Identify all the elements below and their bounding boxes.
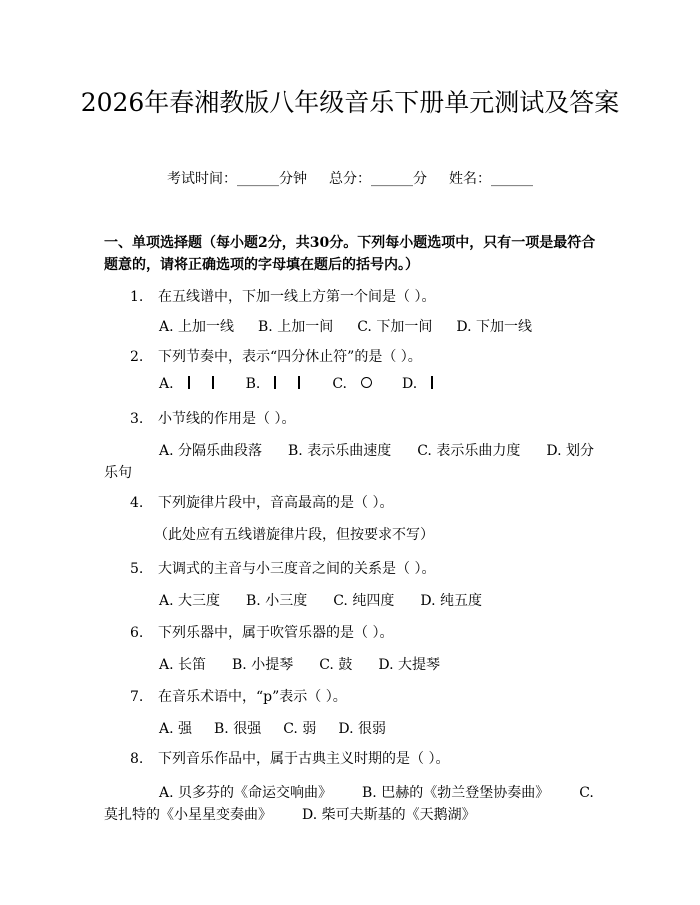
option-a: A. 上加一线 (159, 319, 235, 335)
question-number: 8. (130, 751, 144, 767)
question-number: 5. (130, 561, 144, 577)
question-5 (130, 558, 435, 578)
question-8-options (159, 782, 594, 802)
question-4-note: （此处应有五线谱旋律片段，但按要求不写） (154, 527, 434, 543)
question-text: 下列节奏中，表示“四分休止符”的是（ ）。 (158, 349, 422, 365)
question-text: 小节线的作用是（ ）。 (158, 411, 296, 427)
option-c: C. 下加一间 (357, 319, 433, 335)
question-3-options (159, 440, 594, 460)
option-a: A. 大三度 (159, 593, 221, 609)
option-d: D. 大提琴 (378, 657, 440, 673)
question-number: 6. (130, 625, 144, 641)
option-c-label: C. (332, 376, 347, 392)
option-d: D. 纯五度 (420, 593, 482, 609)
question-number: 1. (130, 289, 144, 305)
name-field: 姓名：______ (449, 171, 533, 187)
question-text: 大调式的主音与小三度音之间的关系是（ ）。 (158, 561, 436, 577)
option-a-label: A. (159, 376, 174, 392)
question-text: 下列乐器中，属于吹管乐器的是（ ）。 (158, 625, 394, 641)
rhythm-bar-icon (274, 376, 276, 389)
option-a: A. 贝多芬的《命运交响曲》 (159, 785, 333, 801)
option-d: D. 柴可夫斯基的《天鹅湖》 (302, 807, 476, 823)
option-c: C. (579, 785, 594, 801)
option-b: B. 很强 (214, 721, 262, 737)
question-8-options-wrap (104, 804, 476, 824)
question-5-options (159, 590, 482, 610)
section-heading: 一、单项选择题（每小题2分，共30分。下列每小题选项中，只有一项是最符合题意的，请将正确选项的字母填在题后的括号内。） (104, 235, 596, 273)
question-text: 在音乐术语中，“p”表示（ ）。 (158, 689, 347, 705)
question-text: 下列音乐作品中，属于古典主义时期的是（ ）。 (158, 751, 450, 767)
option-b: B. 表示乐曲速度 (288, 443, 392, 459)
question-7 (130, 686, 347, 706)
question-1 (130, 286, 435, 306)
rhythm-bar-icon (431, 376, 433, 389)
option-c (332, 376, 372, 392)
option-c: C. 表示乐曲力度 (417, 443, 521, 459)
question-4 (130, 492, 393, 512)
option-a: A. 强 (159, 721, 193, 737)
question-text: 下列旋律片段中，音高最高的是（ ）。 (158, 495, 394, 511)
question-6-options (159, 654, 440, 674)
question-number: 3. (130, 411, 144, 427)
question-6 (130, 622, 393, 642)
rhythm-bar-icon (188, 376, 190, 389)
option-b-label: B. (245, 376, 261, 392)
option-a: A. 分隔乐曲段落 (159, 443, 263, 459)
option-b: B. 巴赫的《勃兰登堡协奏曲》 (362, 785, 550, 801)
rhythm-bar-icon (298, 376, 300, 389)
question-number: 4. (130, 495, 144, 511)
option-c: C. 纯四度 (333, 593, 395, 609)
question-number: 2. (130, 349, 144, 365)
option-a: A. 长笛 (159, 657, 207, 673)
exam-meta (0, 168, 700, 188)
total-score-field: 总分：______分 (329, 171, 427, 187)
question-number: 7. (130, 689, 144, 705)
option-c-text: 莫扎特的《小星星变奏曲》 (104, 807, 272, 823)
option-a (159, 376, 216, 392)
option-d: D. 下加一线 (456, 319, 532, 335)
question-3 (130, 408, 295, 428)
question-2-options (159, 376, 435, 392)
option-b (246, 376, 303, 392)
option-d: D. 很弱 (338, 721, 386, 737)
whole-note-icon (361, 377, 372, 388)
option-b: B. 小三度 (246, 593, 308, 609)
option-d: D. 划分 (546, 443, 594, 459)
exam-time-field: 考试时间：______分钟 (167, 171, 307, 187)
option-d-label: D. (401, 376, 418, 392)
option-b: B. 小提琴 (232, 657, 294, 673)
option-b: B. 上加一间 (258, 319, 334, 335)
option-c: C. 弱 (283, 721, 317, 737)
question-text: 在五线谱中，下加一线上方第一个间是（ ）。 (158, 289, 436, 305)
question-3-options-wrap: 乐句 (104, 465, 132, 481)
question-7-options (159, 718, 386, 738)
question-2 (130, 346, 422, 366)
question-8 (130, 748, 449, 768)
option-c: C. 鼓 (319, 657, 353, 673)
rhythm-bar-icon (212, 376, 214, 389)
document-title: 2026年春湘教版八年级音乐下册单元测试及答案 (80, 88, 620, 117)
option-d (402, 376, 435, 392)
question-1-options (159, 316, 532, 336)
